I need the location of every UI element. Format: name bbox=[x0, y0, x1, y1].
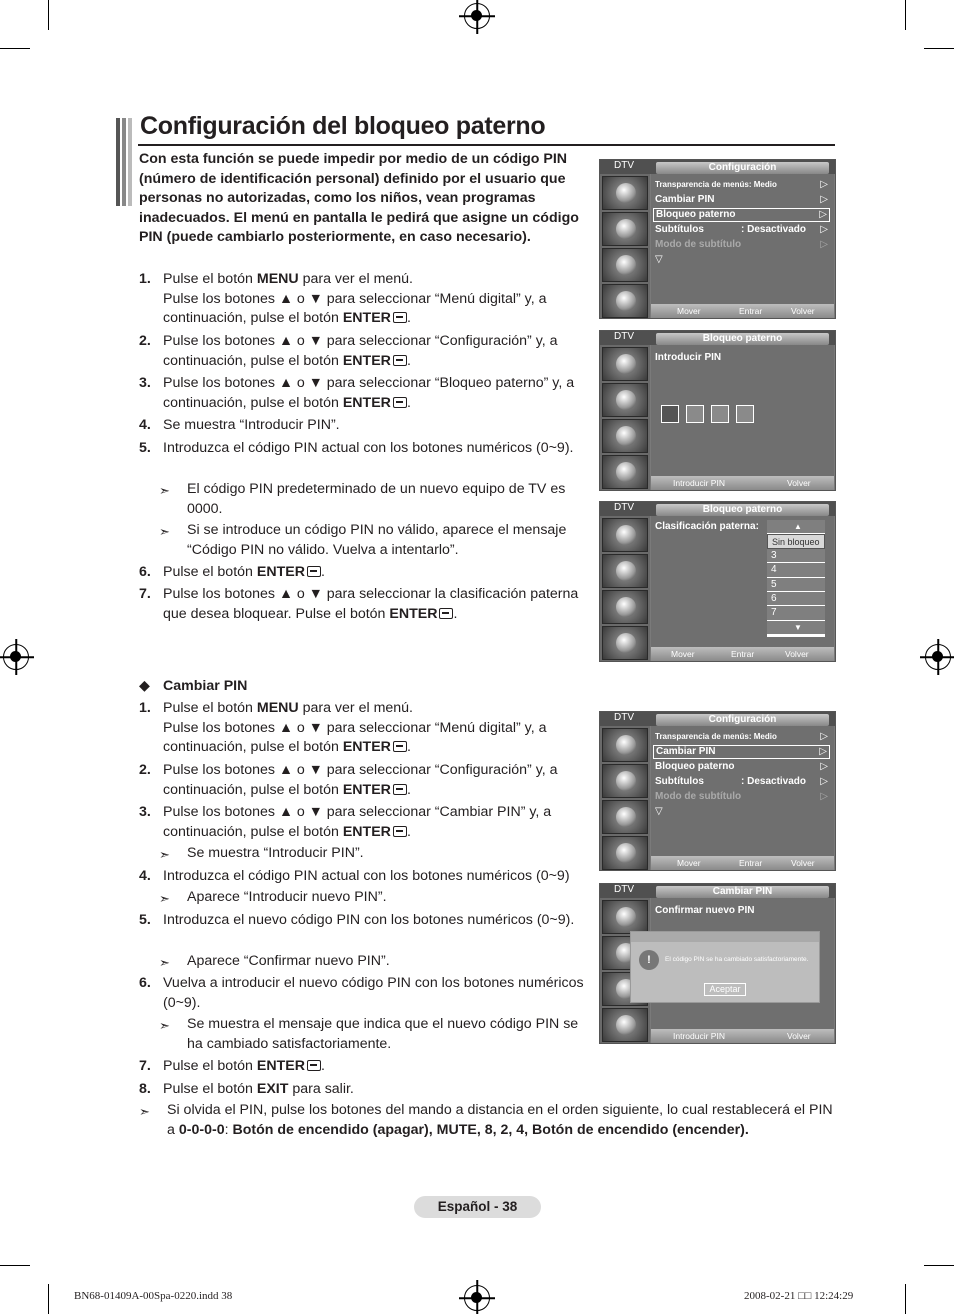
input-menu-icon bbox=[602, 836, 648, 870]
sound-menu-icon bbox=[602, 554, 648, 588]
note-2-1: ➣ Se muestra “Introducir PIN”. bbox=[159, 844, 589, 864]
page-title: Configuración del bloqueo paterno bbox=[140, 112, 546, 140]
note-2-4: ➣ Se muestra el mensaje que indica que el nuevo código PIN se ha cambiado satisfactoriamente. bbox=[159, 1016, 579, 1052]
crop-mark bbox=[0, 1265, 30, 1266]
foot-pin: Introducir PIN bbox=[673, 1031, 725, 1041]
section-cambiar-pin: ◆ Cambiar PIN bbox=[139, 677, 589, 697]
arrow-right-icon: ▷ bbox=[820, 761, 828, 772]
tv-menu-bloqueo-pin: DTV Bloqueo paterno Introducir PIN Introducir PIN Volver bbox=[599, 330, 836, 491]
crop-mark bbox=[48, 1284, 49, 1314]
step-1-1: 1. Pulse el botón MENU para ver el menú. Pulse los botones ▲ o ▼ para seleccionar “Menú digital” y, a continuación, pulse el botón ENTER . bbox=[139, 271, 547, 327]
foot-back: Volver bbox=[785, 649, 809, 659]
title-decoration bbox=[116, 118, 132, 206]
foot-back: Volver bbox=[787, 478, 811, 488]
foot-enter: Entrar bbox=[739, 858, 763, 868]
menu-row[interactable]: Cambiar PIN ▷ bbox=[655, 194, 828, 205]
step-1-6: 6. Pulse el botón ENTER . bbox=[139, 564, 325, 580]
intro-paragraph: Con esta función se puede impedir por medio de un código PIN (número de identificación personal) definido por el usuario que personas no autorizadas, como los niños, vean programas inadecuados. El menú en pantalla le pedirá que asigne un código PIN (puede cambiarlo posteriormente, en caso necesario). bbox=[139, 151, 579, 246]
sound-menu-icon bbox=[602, 383, 648, 417]
picture-menu-icon bbox=[602, 347, 648, 381]
step-2-4: 4. Introduzca el código PIN actual con los botones numéricos (0~9) bbox=[139, 868, 570, 884]
crop-mark bbox=[905, 1284, 906, 1314]
rating-label: Clasificación paterna: bbox=[655, 521, 759, 532]
rating-option[interactable]: 3 bbox=[767, 549, 825, 563]
note-arrow-icon: ➣ bbox=[159, 483, 170, 498]
registration-mark-icon bbox=[3, 644, 29, 670]
step-1-4: 4. Se muestra “Introducir PIN”. bbox=[139, 417, 340, 433]
menu-row-selected[interactable]: Cambiar PIN ▷ bbox=[653, 745, 830, 759]
imprint-right: 2008-02-21 □□ 12:24:29 bbox=[744, 1290, 854, 1302]
tv-menu-cambiar-pin: DTV Cambiar PIN Confirmar nuevo PIN ! El código PIN se ha cambiado satisfactoriamente. Aceptar Introducir PIN Volver bbox=[599, 883, 836, 1044]
confirm-pin-label: Confirmar nuevo PIN bbox=[655, 905, 755, 916]
crop-mark bbox=[905, 0, 906, 30]
pin-label: Introducir PIN bbox=[655, 352, 722, 363]
setup-menu-icon bbox=[602, 590, 648, 624]
rating-option[interactable]: 7 bbox=[767, 606, 825, 620]
picture-menu-icon bbox=[602, 900, 648, 934]
note-arrow-icon: ➣ bbox=[159, 955, 170, 970]
menu-row: Modo de subtítulo ▷ bbox=[655, 239, 828, 250]
picture-menu-icon bbox=[602, 728, 648, 762]
note-1-2: ➣ Si se introduce un código PIN no válido, aparece el mensaje “Código PIN no válido. Vuelva a intentarlo”. bbox=[159, 522, 567, 558]
sound-menu-icon bbox=[602, 764, 648, 798]
note-2-2: ➣ Aparece “Introducir nuevo PIN”. bbox=[159, 888, 589, 908]
foot-move: Mover bbox=[677, 306, 701, 316]
foot-back: Volver bbox=[791, 306, 815, 316]
title-rule bbox=[138, 144, 835, 146]
arrow-right-icon: ▷ bbox=[820, 179, 828, 190]
rating-option[interactable]: 6 bbox=[767, 592, 825, 606]
arrow-right-icon: ▷ bbox=[820, 791, 828, 802]
registration-mark-icon bbox=[925, 644, 951, 670]
menu-row[interactable]: Subtítulos : Desactivado ▷ bbox=[655, 224, 828, 235]
success-dialog bbox=[630, 931, 820, 1003]
crop-mark bbox=[924, 48, 954, 49]
note-arrow-icon: ➣ bbox=[159, 891, 170, 906]
accept-button[interactable]: Aceptar bbox=[704, 983, 746, 996]
note-1-1: ➣ El código PIN predeterminado de un nuevo equipo de TV es 0000. bbox=[159, 481, 566, 517]
scroll-up-icon: ▲ bbox=[767, 520, 825, 534]
step-2-6: 6. Vuelva a introducir el nuevo código PIN con los botones numéricos (0~9). bbox=[139, 975, 584, 1011]
arrow-right-icon: ▷ bbox=[820, 194, 828, 205]
foot-back: Volver bbox=[791, 858, 815, 868]
rating-option-selected[interactable]: Sin bloqueo bbox=[767, 534, 825, 548]
input-menu-icon bbox=[602, 1008, 648, 1042]
note-arrow-icon: ➣ bbox=[159, 524, 170, 539]
step-1-3: 3. Pulse los botones ▲ o ▼ para seleccionar “Bloqueo paterno” y, a continuación, pulse el botón ENTER . bbox=[139, 375, 575, 411]
sound-menu-icon bbox=[602, 212, 648, 246]
step-2-5: 5. Introduzca el nuevo código PIN con los botones numéricos (0~9). bbox=[139, 912, 575, 928]
setup-menu-icon bbox=[602, 248, 648, 282]
imprint-left: BN68-01409A-00Spa-0220.indd 38 bbox=[74, 1290, 233, 1302]
menu-row[interactable]: Transparencia de menús: Medio ▷ bbox=[655, 731, 828, 742]
step-1-5: 5. Introduzca el código PIN actual con los botones numéricos (0~9). bbox=[139, 440, 574, 456]
note-2-3: ➣ Aparece “Confirmar nuevo PIN”. bbox=[159, 952, 589, 972]
step-2-2: 2. Pulse los botones ▲ o ▼ para seleccionar “Configuración” y, a continuación, pulse el botón ENTER . bbox=[139, 762, 558, 798]
foot-back: Volver bbox=[787, 1031, 811, 1041]
picture-menu-icon bbox=[602, 518, 648, 552]
note-arrow-icon: ➣ bbox=[139, 1104, 150, 1119]
arrow-right-icon: ▷ bbox=[820, 731, 828, 742]
step-1-7: 7. Pulse los botones ▲ o ▼ para seleccionar la clasificación paterna que desea bloquear. Pulse el botón ENTER . bbox=[139, 586, 579, 622]
step-2-7: 7. Pulse el botón ENTER . bbox=[139, 1058, 325, 1074]
step-1-2: 2. Pulse los botones ▲ o ▼ para seleccionar “Configuración” y, a continuación, pulse el botón ENTER . bbox=[139, 333, 558, 369]
menu-row: Modo de subtítulo ▷ bbox=[655, 791, 828, 802]
arrow-right-icon: ▷ bbox=[820, 239, 828, 250]
pin-digit-box[interactable] bbox=[661, 405, 679, 423]
note-arrow-icon: ➣ bbox=[159, 847, 170, 862]
arrow-right-icon: ▷ bbox=[819, 209, 827, 220]
setup-menu-icon bbox=[602, 419, 648, 453]
rating-option[interactable]: 5 bbox=[767, 578, 825, 592]
input-menu-icon bbox=[602, 626, 648, 660]
picture-menu-icon bbox=[602, 176, 648, 210]
step-2-1: 1. Pulse el botón MENU para ver el menú. Pulse los botones ▲ o ▼ para seleccionar “Menú digital” y, a continuación, pulse el botón ENTER . bbox=[139, 700, 547, 756]
step-2-3: 3. Pulse los botones ▲ o ▼ para seleccionar “Cambiar PIN” y, a continuación, pulse el botón ENTER . bbox=[139, 804, 552, 840]
pin-digit-box[interactable] bbox=[736, 405, 754, 423]
warning-icon: ! bbox=[639, 950, 659, 970]
page-number-badge: Español - 38 bbox=[414, 1196, 541, 1218]
dialog-message: El código PIN se ha cambiado satisfactoriamente. bbox=[665, 956, 809, 963]
foot-pin: Introducir PIN bbox=[673, 478, 725, 488]
crop-mark bbox=[924, 1265, 954, 1266]
setup-menu-icon bbox=[602, 800, 648, 834]
tv-menu-configuracion-1: DTV Configuración Transparencia de menús: Medio ▷ Cambiar PIN ▷ Bloqueo paterno ▷ Subtítulos : Desactivado ▷ Modo de subtítulo ▷ ▽ Mover Entrar Volver bbox=[599, 159, 836, 319]
pin-digit-box[interactable] bbox=[711, 405, 729, 423]
note-arrow-icon: ➣ bbox=[159, 1018, 170, 1033]
crop-mark bbox=[48, 0, 49, 30]
arrow-right-icon: ▷ bbox=[820, 224, 828, 235]
foot-enter: Entrar bbox=[731, 649, 755, 659]
foot-move: Mover bbox=[671, 649, 695, 659]
foot-enter: Entrar bbox=[739, 306, 763, 316]
scroll-down-icon: ▽ bbox=[655, 806, 663, 817]
diamond-bullet-icon: ◆ bbox=[139, 678, 150, 694]
registration-mark-icon bbox=[464, 3, 490, 29]
input-menu-icon bbox=[602, 455, 648, 489]
registration-mark-icon bbox=[464, 1285, 490, 1311]
arrow-right-icon: ▷ bbox=[819, 746, 827, 757]
scroll-down-icon: ▼ bbox=[767, 621, 825, 635]
final-note: ➣ Si olvida el PIN, pulse los botones del mando a distancia en el orden siguiente, lo cual restablecerá el PIN a 0-0-0-0: Botón de encendido (apagar), MUTE, 8, 2, 4, Botón de encendido (encender). bbox=[139, 1102, 833, 1138]
menu-row[interactable]: Subtítulos : Desactivado ▷ bbox=[655, 776, 828, 787]
crop-mark bbox=[0, 48, 30, 49]
tv-menu-clasificacion: DTV Bloqueo paterno Clasificación paterna: ▲ Sin bloqueo 3 4 5 6 7 ▼ Mover Entrar Volver bbox=[599, 501, 836, 662]
rating-list[interactable] bbox=[767, 520, 825, 637]
scroll-down-icon: ▽ bbox=[655, 254, 663, 265]
tv-menu-configuracion-2: DTV Configuración Transparencia de menús: Medio ▷ Cambiar PIN ▷ Bloqueo paterno ▷ Subtítulos : Desactivado ▷ Modo de subtítulo ▷ ▽ Mover Entrar Volver bbox=[599, 711, 836, 871]
arrow-right-icon: ▷ bbox=[820, 776, 828, 787]
menu-row-selected[interactable]: Bloqueo paterno ▷ bbox=[653, 208, 830, 222]
step-2-8: 8. Pulse el botón EXIT para salir. bbox=[139, 1081, 354, 1097]
pin-digit-box[interactable] bbox=[686, 405, 704, 423]
input-menu-icon bbox=[602, 284, 648, 318]
menu-row[interactable]: Bloqueo paterno ▷ bbox=[655, 761, 828, 772]
foot-move: Mover bbox=[677, 858, 701, 868]
menu-row[interactable]: Transparencia de menús: Medio ▷ bbox=[655, 179, 828, 190]
rating-option[interactable]: 4 bbox=[767, 563, 825, 577]
